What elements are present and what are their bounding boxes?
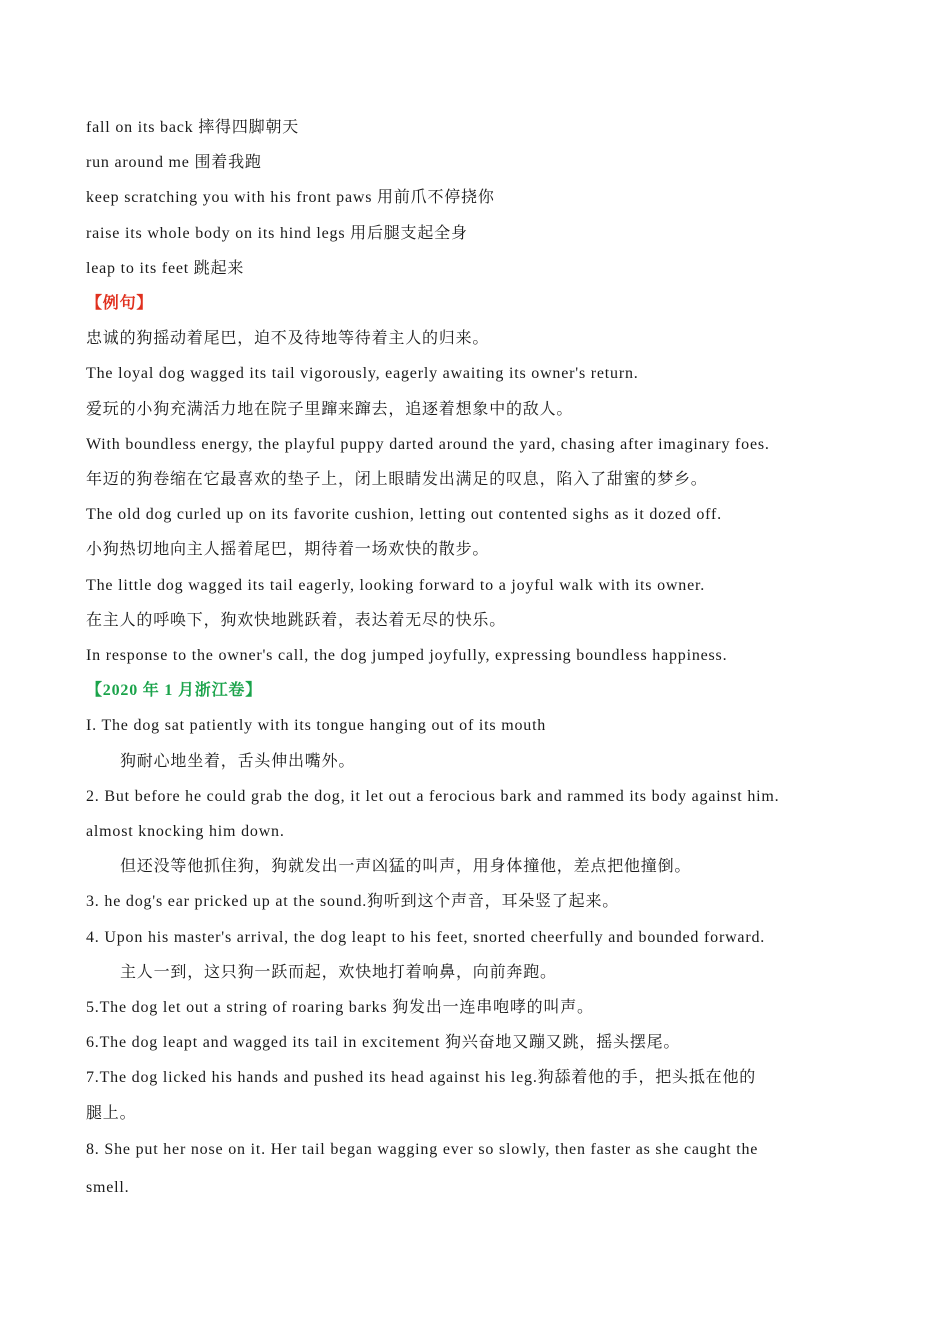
exam-item-1-zh: 狗耐心地坐着，舌头伸出嘴外。 [120, 752, 356, 770]
example-zh: 小狗热切地向主人摇着尾巴，期待着一场欢快的散步。 [86, 541, 490, 559]
phrase-line: leap to its feet 跳起来 [86, 259, 245, 277]
exam-item-4-zh: 主人一到，这只狗一跃而起，欢快地打着响鼻，向前奔跑。 [120, 963, 557, 981]
exam-item-5: 5.The dog let out a string of roaring barks 狗发出一连串咆哮的叫声。 [86, 999, 594, 1017]
exam-heading: 【2020 年 1 月浙江卷】 [86, 682, 263, 700]
phrase-line: run around me 围着我跑 [86, 154, 262, 172]
exam-item-2-en-cont: almost knocking him down. [86, 823, 285, 841]
phrase-line: keep scratching you with his front paws 用前爪不停挠你 [86, 189, 495, 207]
phrase-line: raise its whole body on its hind legs 用后腿支起全身 [86, 224, 468, 242]
example-zh: 在主人的呼唤下，狗欢快地跳跃着，表达着无尽的快乐。 [86, 611, 507, 629]
example-zh: 爱玩的小狗充满活力地在院子里蹿来蹿去，追逐着想象中的敌人。 [86, 400, 574, 418]
exam-item-2-zh: 但还没等他抓住狗，狗就发出一声凶猛的叫声，用身体撞他，差点把他撞倒。 [120, 858, 692, 876]
document-page [86, 110, 876, 1207]
exam-item-1-en: I. The dog sat patiently with its tongue hanging out of its mouth [86, 717, 547, 735]
exam-item-7-cont: 腿上。 [86, 1104, 137, 1122]
exam-item-6: 6.The dog leapt and wagged its tail in excitement 狗兴奋地又蹦又跳，摇头摆尾。 [86, 1034, 681, 1052]
example-en: The loyal dog wagged its tail vigorously, eagerly awaiting its owner's return. [86, 365, 639, 383]
example-zh: 年迈的狗卷缩在它最喜欢的垫子上，闭上眼睛发出满足的叹息，陷入了甜蜜的梦乡。 [86, 471, 708, 489]
example-en: In response to the owner's call, the dog jumped joyfully, expressing boundless happiness. [86, 647, 728, 665]
example-en: The little dog wagged its tail eagerly, looking forward to a joyful walk with its owner. [86, 576, 706, 594]
exam-item-4-en: 4. Upon his master's arrival, the dog leapt to his feet, snorted cheerfully and bounded forward. [86, 928, 766, 946]
example-en: With boundless energy, the playful puppy darted around the yard, chasing after imaginary foes. [86, 435, 770, 453]
exam-item-3: 3. he dog's ear pricked up at the sound.狗听到这个声音，耳朵竖了起来。 [86, 893, 620, 911]
phrase-line: fall on its back 摔得四脚朝天 [86, 119, 300, 136]
exam-item-2-en: 2. But before he could grab the dog, it let out a ferocious bark and rammed its body against him. [86, 787, 780, 805]
example-zh: 忠诚的狗摇动着尾巴，迫不及待地等待着主人的归来。 [86, 330, 490, 348]
example-en: The old dog curled up on its favorite cushion, letting out contented sighs as it dozed off. [86, 506, 722, 524]
exam-item-8: 8. She put her nose on it. Her tail began wagging ever so slowly, then faster as she caught the [86, 1140, 759, 1158]
example-heading: 【例句】 [86, 295, 154, 313]
exam-item-7: 7.The dog licked his hands and pushed its head against his leg.狗舔着他的手，把头抵在他的 [86, 1069, 757, 1087]
exam-item-8-cont: smell. [86, 1178, 130, 1196]
